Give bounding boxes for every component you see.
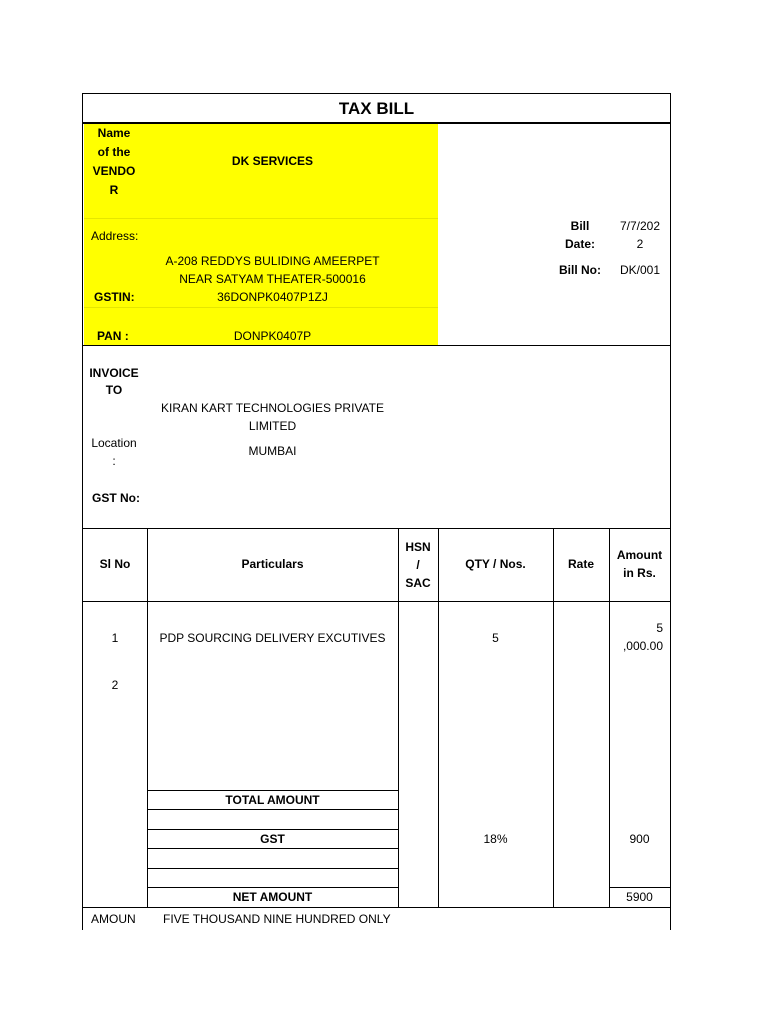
vendor-section-bottom (82, 345, 671, 346)
header-qty: QTY / Nos. (465, 557, 526, 571)
table-header-bottom (82, 601, 671, 602)
summary-line (147, 848, 398, 849)
location-label: Location : (91, 436, 137, 468)
gst-no-label: GST No: (92, 491, 140, 505)
net-amount-value: 5900 (626, 890, 653, 904)
invoice-section-bottom (82, 528, 671, 529)
vendor-row-separator (84, 218, 438, 219)
col-divider (609, 528, 610, 908)
header-hsn-sac: HSN / SAC (405, 540, 431, 590)
header-amount: Amount in Rs. (616, 548, 663, 580)
gstin-label: GSTIN: (94, 290, 135, 304)
col-divider (147, 528, 148, 908)
total-amount-label: TOTAL AMOUNT (225, 793, 320, 807)
address-label: Address: (91, 229, 139, 243)
row-1-qty: 5 (492, 631, 499, 645)
summary-line (147, 868, 398, 869)
amount-words-label: AMOUN (91, 912, 136, 926)
vendor-name-label: Name of the VENDO R (92, 126, 136, 197)
amount-words-value: FIVE THOUSAND NINE HUNDRED ONLY (163, 912, 391, 926)
col-divider (553, 528, 554, 908)
invoice-to-label: INVOICE TO (89, 366, 139, 397)
gst-label: GST (260, 832, 285, 846)
col-divider (438, 528, 439, 908)
summary-line (147, 809, 398, 810)
header-rate: Rate (567, 557, 594, 571)
location-value: MUMBAI (248, 444, 297, 458)
frame-right (670, 93, 671, 930)
header-sl-no: Sl No (99, 557, 131, 571)
vendor-address: A-208 REDDYS BULIDING AMEERPET NEAR SATYAM THEATER-500016 (165, 254, 380, 286)
invoice-to-company: KIRAN KART TECHNOLOGIES PRIVATE LIMITED (161, 401, 384, 433)
row-1-particulars: PDP SOURCING DELIVERY EXCUTIVES (159, 631, 386, 645)
title-underline (82, 122, 671, 124)
frame-top (82, 93, 671, 94)
gstin-value: 36DONPK0407P1ZJ (217, 290, 328, 304)
pan-value: DONPK0407P (233, 329, 312, 343)
bill-date-label: Bill Date: (564, 219, 595, 251)
page-title: TAX BILL (338, 99, 415, 118)
row-1-amount: 5 ,000.00 (622, 621, 663, 653)
vendor-name: DK SERVICES (231, 154, 314, 168)
frame-left (82, 93, 83, 930)
row-1-sl: 1 (111, 631, 119, 645)
header-particulars: Particulars (241, 557, 304, 571)
gst-amount: 900 (629, 832, 650, 846)
table-bottom (82, 907, 671, 908)
gst-rate: 18% (483, 832, 508, 846)
pan-label: PAN : (97, 329, 129, 343)
vendor-row-separator (84, 307, 438, 308)
bill-date-value: 7/7/202 2 (619, 219, 661, 251)
bill-no-label: Bill No: (559, 263, 601, 277)
row-2-sl: 2 (111, 678, 119, 692)
bill-no-value: DK/001 (619, 263, 661, 277)
net-amount-label: NET AMOUNT (232, 890, 313, 904)
